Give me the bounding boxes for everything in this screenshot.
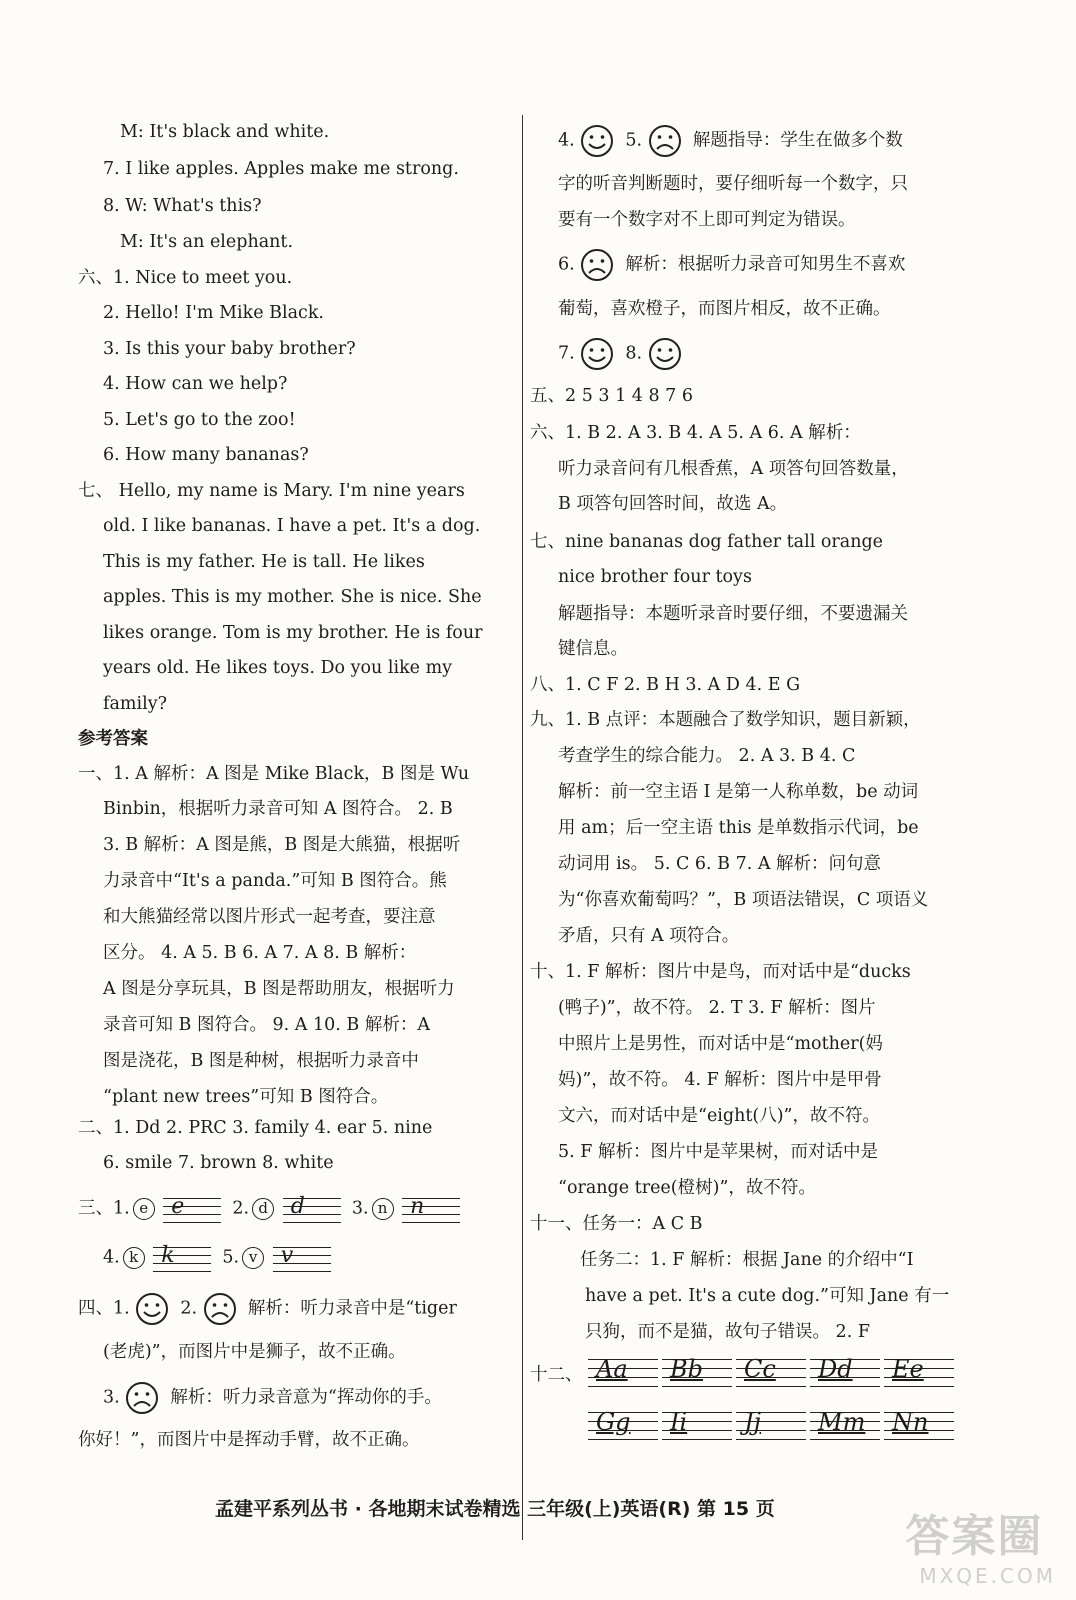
writing-lines bbox=[153, 1241, 211, 1275]
text-line: 任务二：1. F 解析：根据 Jane 的介绍中“I bbox=[580, 1250, 914, 1270]
watermark bbox=[905, 1500, 1056, 1588]
handwritten-letters: Dd bbox=[818, 1355, 853, 1383]
writing-lines bbox=[163, 1192, 221, 1226]
text-line: 考查学生的综合能力。 2. A 3. B 4. C bbox=[558, 746, 856, 766]
answers-heading: 参考答案 bbox=[78, 729, 148, 749]
text-line: M: It's black and white. bbox=[120, 122, 330, 142]
text-line: 8. W: What's this? bbox=[103, 196, 262, 216]
text-line: 中照片上是男性，而对话中是“mother(妈 bbox=[558, 1034, 883, 1054]
text-line: 3. Is this your baby brother? bbox=[103, 339, 356, 359]
text-line: (鸭子)”，故不符。 2. T 3. F 解析：图片 bbox=[558, 998, 876, 1018]
text-line: 用 am；后一空主语 this 是单数指示代词，be bbox=[558, 818, 919, 838]
writing-lines bbox=[402, 1192, 460, 1226]
handwriting-cell bbox=[810, 1404, 880, 1444]
text-line: 十一、任务一：A C B bbox=[530, 1214, 703, 1234]
item-number: 3. bbox=[351, 1198, 369, 1219]
text-line: 动词用 is。 5. C 6. B 7. A 解析：问句意 bbox=[558, 854, 882, 874]
explanation-text: 解析：根据听力录音可知男生不喜欢 bbox=[625, 254, 906, 275]
explanation-text: 解析：听力录音意为“挥动你的手。 bbox=[170, 1387, 442, 1408]
smiley-face-icon bbox=[580, 337, 614, 371]
text-line: 只狗，而不是猫，故句子错误。 2. F bbox=[585, 1322, 870, 1342]
text-line: 五、2 5 3 1 4 8 7 6 bbox=[530, 386, 694, 406]
item-number: 6. bbox=[558, 254, 575, 275]
right-line-faces-7 bbox=[558, 337, 682, 371]
text-line: 录音可知 B 图符合。 9. A 10. B 解析：A bbox=[103, 1015, 430, 1035]
handwritten-answer: d bbox=[290, 1194, 305, 1219]
text-line: 文六，而对话中是“eight(八)”，故不符。 bbox=[558, 1106, 881, 1126]
sad-face-icon bbox=[648, 124, 682, 158]
handwritten-answer: k bbox=[161, 1243, 175, 1268]
handwritten-letters: Mm bbox=[818, 1408, 866, 1436]
circled-letter: d bbox=[252, 1198, 274, 1220]
text-line: 6. How many bananas? bbox=[103, 445, 309, 465]
handwriting-cell bbox=[588, 1351, 658, 1391]
text-line: 十、1. F 解析：图片中是鸟，而对话中是“ducks bbox=[530, 962, 911, 982]
text-line: 九、1. B 点评：本题融合了数学知识，题目新颖， bbox=[530, 710, 921, 730]
section4-line3 bbox=[103, 1381, 442, 1415]
section3-row1 bbox=[78, 1192, 460, 1226]
text-line: 字的听音判断题时，要仔细听每一个数字，只 bbox=[558, 174, 908, 194]
handwriting-cell bbox=[662, 1351, 732, 1391]
handwritten-letters: Ee bbox=[892, 1355, 924, 1383]
right-line-face-6 bbox=[558, 248, 905, 282]
text-line: M: It's an elephant. bbox=[120, 232, 294, 252]
circled-letter: e bbox=[133, 1198, 155, 1220]
text-line: This is my father. He is tall. He likes bbox=[103, 552, 425, 572]
column-divider bbox=[522, 115, 523, 1540]
item-number: 4. bbox=[558, 130, 575, 151]
text-line: 5. F 解析：图片中是苹果树，而对话中是 bbox=[558, 1142, 878, 1162]
text-line: years old. He likes toys. Do you like my bbox=[103, 658, 453, 678]
handwritten-letters: Bb bbox=[670, 1355, 703, 1383]
text-line: 七、 Hello, my name is Mary. I'm nine years bbox=[78, 481, 465, 501]
text-line: 听力录音问有几根香蕉，A 项答句回答数量， bbox=[558, 459, 909, 479]
text-line: Binbin，根据听力录音可知 A 图符合。 2. B bbox=[103, 799, 453, 819]
smiley-face-icon bbox=[580, 124, 614, 158]
text-line: 解析：前一空主语 I 是第一人称单数，be 动词 bbox=[558, 782, 919, 802]
text-line: 矛盾，只有 A 项符合。 bbox=[558, 926, 740, 946]
item-number: 5. bbox=[625, 130, 643, 151]
handwriting-cell bbox=[662, 1404, 732, 1444]
section4-line1 bbox=[78, 1292, 457, 1326]
explanation-text: 解析：听力录音中是“tiger bbox=[247, 1298, 457, 1319]
circled-letter: k bbox=[123, 1247, 145, 1269]
handwritten-answer: v bbox=[280, 1243, 294, 1268]
watermark-title: 答案圈 bbox=[905, 1511, 1044, 1562]
text-line: A 图是分享玩具，B 图是帮助朋友，根据听力 bbox=[103, 979, 455, 999]
text-line: 键信息。 bbox=[558, 639, 628, 659]
text-line: 5. Let's go to the zoo! bbox=[103, 410, 296, 430]
item-number: 3. bbox=[103, 1387, 120, 1408]
text-line: 4. How can we help? bbox=[103, 374, 288, 394]
text-line: 图是浇花，B 图是种树，根据听力录音中 bbox=[103, 1051, 419, 1071]
handwritten-letters: Cc bbox=[744, 1355, 776, 1383]
text-line: nice brother four toys bbox=[558, 567, 752, 587]
text-line: (老虎)”，而图片中是狮子，故不正确。 bbox=[103, 1342, 406, 1362]
text-line: 八、1. C F 2. B H 3. A D 4. E G bbox=[530, 675, 801, 695]
text-line: 你好！”，而图片中是挥动手臂，故不正确。 bbox=[78, 1430, 420, 1450]
handwritten-answer: n bbox=[410, 1194, 425, 1219]
text-line: 六、1. B 2. A 3. B 4. A 5. A 6. A 解析： bbox=[530, 423, 861, 443]
handwritten-letters: Gg bbox=[596, 1408, 631, 1436]
text-line: 6. smile 7. brown 8. white bbox=[103, 1153, 334, 1173]
text-line: 2. Hello! I'm Mike Black. bbox=[103, 303, 324, 323]
sad-face-icon bbox=[125, 1381, 159, 1415]
explanation-text: 解题指导：学生在做多个数 bbox=[692, 130, 903, 151]
text-line: “plant new trees”可知 B 图符合。 bbox=[103, 1087, 389, 1107]
text-line: “orange tree(橙树)”，故不符。 bbox=[558, 1178, 816, 1198]
text-line: 区分。 4. A 5. B 6. A 7. A 8. B 解析： bbox=[103, 943, 417, 963]
handwriting-cell bbox=[588, 1404, 658, 1444]
text-line: likes orange. Tom is my brother. He is four bbox=[103, 623, 483, 643]
handwritten-answer: e bbox=[171, 1194, 185, 1219]
text-line: B 项答句回答时间，故选 A。 bbox=[558, 494, 788, 514]
text-line: 解题指导：本题听录音时要仔细，不要遗漏关 bbox=[558, 604, 908, 624]
handwritten-letters: Nn bbox=[892, 1408, 929, 1436]
text-line: 七、nine bananas dog father tall orange bbox=[530, 532, 884, 552]
handwriting-cell bbox=[810, 1351, 880, 1391]
handwritten-letters: Ii bbox=[670, 1408, 688, 1436]
item-number: 4. bbox=[103, 1247, 120, 1268]
right-line-faces-1 bbox=[558, 124, 903, 158]
handwritten-letters: Aa bbox=[596, 1355, 628, 1383]
text-line: 7. I like apples. Apples make me strong. bbox=[103, 159, 459, 179]
item-number: 7. bbox=[558, 343, 575, 364]
handwriting-cell bbox=[736, 1351, 806, 1391]
smiley-face-icon bbox=[135, 1292, 169, 1326]
writing-lines bbox=[273, 1241, 331, 1275]
writing-lines bbox=[283, 1192, 341, 1226]
smiley-face-icon bbox=[648, 337, 682, 371]
text-line: family? bbox=[103, 694, 167, 714]
text-line: 葡萄，喜欢橙子，而图片相反，故不正确。 bbox=[558, 299, 891, 319]
text-line: 六、1. Nice to meet you. bbox=[78, 268, 293, 288]
watermark-site: MXQE.COM bbox=[919, 1564, 1056, 1588]
handwriting-cell bbox=[884, 1351, 954, 1391]
text-line: 为“你喜欢葡萄吗？”，B 项语法错误，C 项语义 bbox=[558, 890, 929, 910]
text-line: 一、1. A 解析：A 图是 Mike Black，B 图是 Wu bbox=[78, 764, 470, 784]
item-number: 8. bbox=[625, 343, 643, 364]
page-footer: 孟建平系列丛书 · 各地期末试卷精选 三年级(上)英语(R) 第 15 页 bbox=[215, 1498, 775, 1520]
circled-letter: v bbox=[242, 1247, 264, 1269]
circled-letter: n bbox=[372, 1198, 394, 1220]
text-line: 二、1. Dd 2. PRC 3. family 4. ear 5. nine bbox=[78, 1118, 433, 1138]
item-number: 2. bbox=[180, 1298, 198, 1319]
handwritten-letters: Jj bbox=[744, 1408, 762, 1436]
section3-row2 bbox=[103, 1241, 331, 1275]
section3-prefix: 三、 bbox=[78, 1198, 113, 1219]
handwriting-cell bbox=[736, 1404, 806, 1444]
text-line: apples. This is my mother. She is nice. She bbox=[103, 587, 482, 607]
text-line: 妈)”，故不符。 4. F 解析：图片中是甲骨 bbox=[558, 1070, 882, 1090]
text-line: 力录音中“It's a panda.”可知 B 图符合。熊 bbox=[103, 871, 447, 891]
item-number: 5. bbox=[222, 1247, 240, 1268]
item-number: 2. bbox=[232, 1198, 250, 1219]
text-line: 和大熊猫经常以图片形式一起考查，要注意 bbox=[103, 907, 436, 927]
handwriting-cell bbox=[884, 1404, 954, 1444]
text-line: old. I like bananas. I have a pet. It's a dog. bbox=[103, 516, 481, 536]
item-number: 1. bbox=[113, 1198, 130, 1219]
text-line: 要有一个数字对不上即可判定为错误。 bbox=[558, 210, 856, 230]
text-line: have a pet. It's a cute dog.”可知 Jane 有一 bbox=[585, 1286, 950, 1306]
sad-face-icon bbox=[203, 1292, 237, 1326]
sad-face-icon bbox=[580, 248, 614, 282]
section4-prefix: 四、1. bbox=[78, 1298, 130, 1319]
text-line: 3. B 解析：A 图是熊，B 图是大熊猫，根据听 bbox=[103, 835, 461, 855]
section12-prefix: 十二、 bbox=[530, 1365, 583, 1385]
